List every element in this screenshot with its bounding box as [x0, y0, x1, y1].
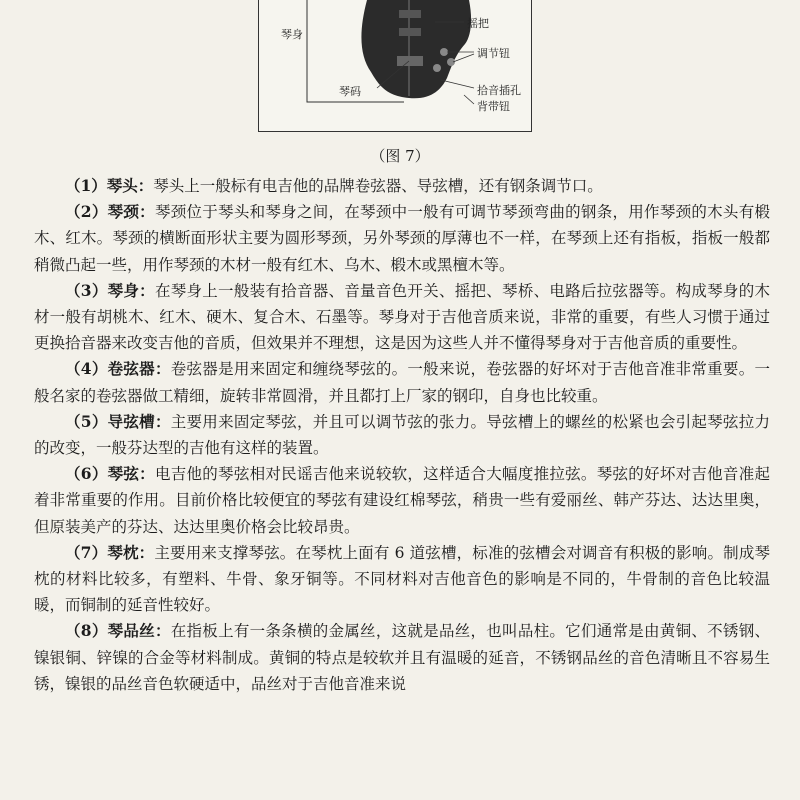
paragraph-body: [34, 278, 770, 357]
paragraph-neck: [34, 199, 770, 278]
paragraph-text: 主要用来支撑琴弦。在琴枕上面有 6 道弦槽，标准的弦槽会对调音有积极的影响。制成琴枕的材料比较多，有塑料、牛骨、象牙铜等。不同材料对吉他音色的影响是不同的，牛骨制的音色比较温暖，而铜制的延音性较好。: [34, 543, 770, 615]
paragraph-text: 卷弦器是用来固定和缠绕琴弦的。一般来说，卷弦器的好坏对于吉他音准非常重要。一般名家的卷弦器做工精细，旋转非常圆滑，并且都打上厂家的钢印，自身也比较重。: [34, 360, 770, 405]
guitar-figure: [258, 0, 532, 132]
paragraph-frets: [34, 618, 770, 697]
paragraph-heading: （8）琴品丝：: [65, 621, 171, 641]
paragraph-text: 琴头上一般标有电吉他的品牌卷弦器、导弦槽，还有钢条调节口。: [153, 177, 603, 195]
figure-caption: （图 7）: [370, 147, 430, 165]
paragraph-heading: （7）琴枕：: [65, 542, 155, 562]
label-bridge: 琴码: [339, 85, 361, 98]
label-body: 琴身: [281, 28, 303, 41]
paragraph-text: 电吉他的琴弦相对民谣吉他来说较软，这样适合大幅度推拉弦。琴弦的好坏对吉他音准起着非常重要的作用。目前价格比较便宜的琴弦有建设红棉琴弦，稍贵一些有爱丽丝、韩产芬达、达达里奥，但原装美产的芬达、达达里奥价格会比较昂贵。: [34, 465, 770, 536]
label-strap: 背带钮: [477, 100, 510, 113]
label-jack: 拾音插孔: [477, 84, 521, 97]
article-body: [34, 173, 770, 697]
paragraph-heading: （3）琴身：: [65, 280, 155, 300]
paragraph-nut: [34, 540, 770, 619]
label-tremolo: 摇把: [467, 17, 489, 30]
paragraph-text: 琴颈位于琴头和琴身之间，在琴颈中一般有可调节琴颈弯曲的钢条，用作琴颈的木头有椴木、红木。琴颈的横断面形状主要为圆形琴颈，另外琴颈的厚薄也不一样，在琴颈上还有指板，指板一般都稍微凸起一些，用作琴颈的木材一般有红木、乌木、椴木或黑檀木等。: [34, 203, 770, 274]
paragraph-string-guide: [34, 409, 770, 461]
paragraph-strings: [34, 461, 770, 540]
paragraph-text: 在指板上有一条条横的金属丝，这就是品丝，也叫品柱。它们通常是由黄铜、不锈钢、镍银铜、锌镍的合金等材料制成。黄铜的特点是较软并且有温暖的延音，不锈钢品丝的音色清晰且不容易生锈，镍银的品丝音色软硬适中，品丝对于吉他音准来说: [34, 622, 770, 693]
paragraph-heading: （2）琴颈：: [65, 202, 155, 222]
paragraph-text: 主要用来固定琴弦，并且可以调节弦的张力。导弦槽上的螺丝的松紧也会引起琴弦拉力的改变，一般芬达型的吉他有这样的装置。: [34, 412, 770, 458]
paragraph-heading: （6）琴弦：: [65, 464, 155, 484]
paragraph-headstock: [34, 173, 770, 199]
label-knobs: 调节钮: [477, 47, 510, 60]
paragraph-heading: （5）导弦槽：: [65, 411, 171, 431]
paragraph-heading: （4）卷弦器：: [65, 359, 171, 379]
paragraph-tuners: [34, 356, 770, 408]
paragraph-text: 在琴身上一般装有拾音器、音量音色开关、摇把、琴桥、电路后拉弦器等。构成琴身的木材一般有胡桃木、红木、硬木、复合木、石墨等。琴身对于吉他音质来说，非常的重要，有些人习惯于通过更换拾音器来改变吉他的音质，但效果并不理想，这是因为这些人并不懂得琴身对于吉他音质的重要性。: [34, 281, 770, 353]
paragraph-heading: （1）琴头：: [65, 176, 154, 195]
